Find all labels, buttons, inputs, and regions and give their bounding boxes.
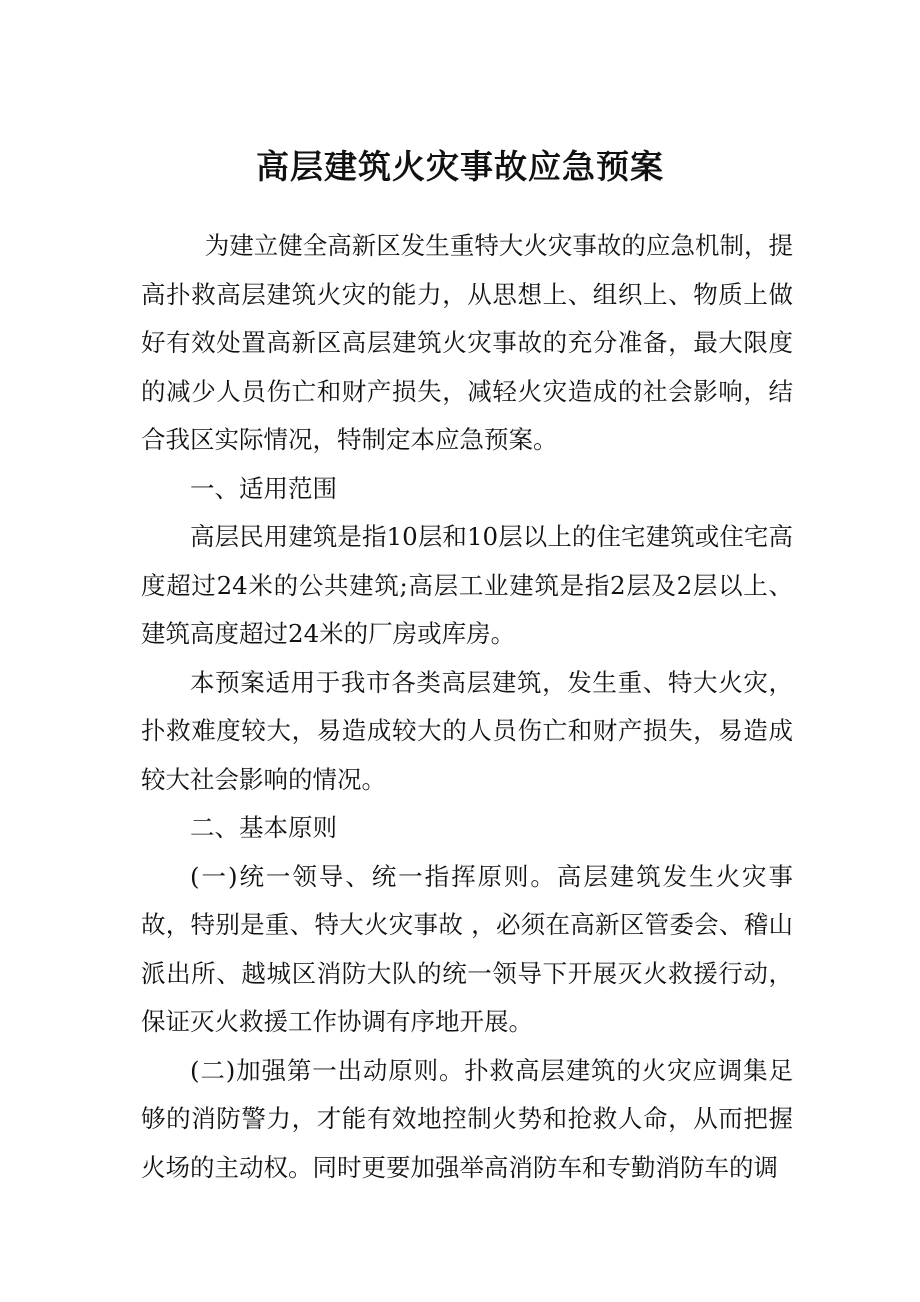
intro-paragraph: 为建立健全高新区发生重特大火灾事故的应急机制，提高扑救高层建筑火灾的能力，从思想上、组织上、物质上做好有效处置高新区高层建筑火灾事故的充分准备，最大限度的减少人员伤亡和财产损失，减轻火灾造成的社会影响，结合我区实际情况，特制定本应急预案。 [141, 231, 793, 454]
principle-unified-leadership-paragraph: (一)统一领导、统一指挥原则。高层建筑发生火灾事故，特别是重、特大火灾事故 ，必须在高新区管委会、稽山派出所、越城区消防大队的统一领导下开展灭火救援行动，保证灭火救援工作协调有序地开展。 [141, 861, 793, 1036]
document-title: 高层建筑火灾事故应急预案 [256, 147, 664, 186]
scope-definition-paragraph: 高层民用建筑是指10层和10层以上的住宅建筑或住宅高度超过24米的公共建筑;高层工业建筑是指2层及2层以上、建筑高度超过24米的厂房或库房。 [141, 522, 793, 648]
section-heading-principles: 二、基本原则 [190, 813, 337, 842]
principle-first-dispatch-paragraph: (二)加强第一出动原则。扑救高层建筑的火灾应调集足够的消防警力，才能有效地控制火势和抢救人命，从而把握火场的主动权。同时更要加强举高消防车和专勤消防车的调 [141, 1055, 793, 1182]
document-body [141, 222, 793, 1192]
section-heading-scope: 一、适用范围 [190, 473, 337, 503]
scope-applicability-paragraph: 本预案适用于我市各类高层建筑，发生重、特大火灾，扑救难度较大，易造成较大的人员伤亡和财产损失，易造成较大社会影响的情况。 [141, 667, 793, 794]
